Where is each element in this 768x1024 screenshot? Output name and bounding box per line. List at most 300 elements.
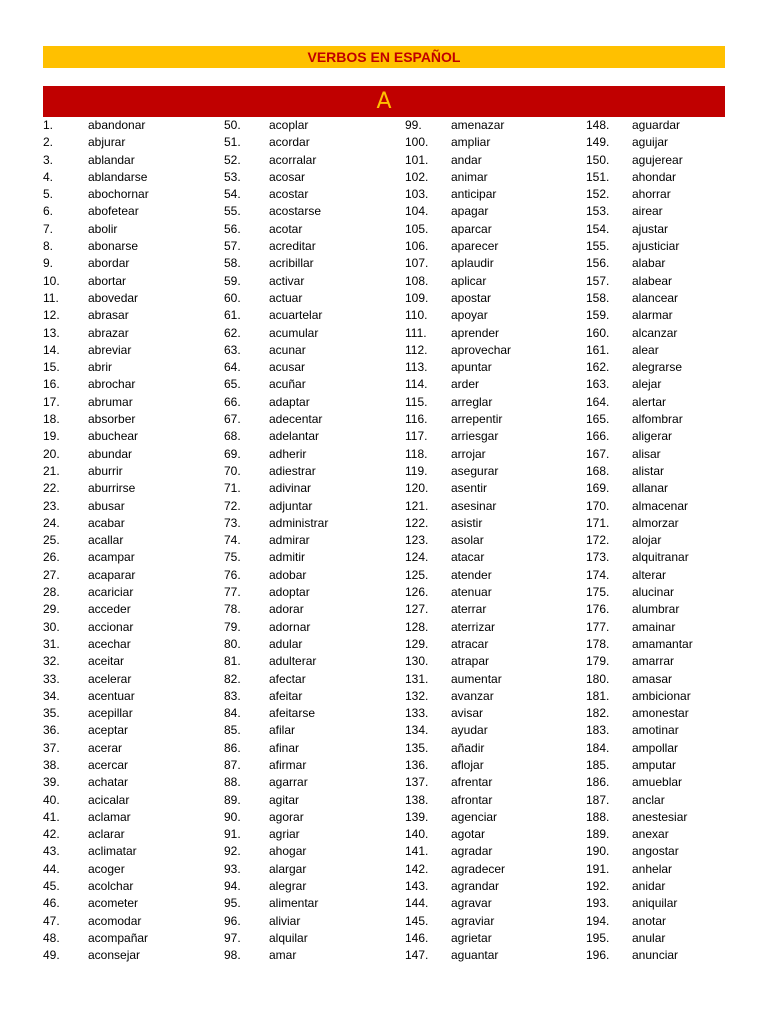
verb-text: almorzar bbox=[632, 515, 679, 530]
verb-number: 177. bbox=[586, 619, 610, 634]
verb-text: acoger bbox=[88, 861, 125, 876]
verb-text: atender bbox=[451, 567, 492, 582]
verb-text: alojar bbox=[632, 533, 662, 548]
verb-number: 86. bbox=[224, 740, 241, 755]
verb-row bbox=[405, 290, 585, 307]
verb-text: acometer bbox=[88, 896, 139, 911]
verb-number: 132. bbox=[405, 688, 429, 703]
verb-number: 45. bbox=[43, 879, 60, 894]
verb-text: atenuar bbox=[451, 585, 492, 600]
verb-text: atacar bbox=[451, 550, 485, 565]
verb-row bbox=[586, 515, 725, 532]
verb-number: 128. bbox=[405, 619, 429, 634]
verb-row bbox=[586, 619, 725, 636]
verb-row bbox=[586, 446, 725, 463]
verb-number: 89. bbox=[224, 792, 241, 807]
verb-text: ahorrar bbox=[632, 187, 671, 202]
verb-number: 74. bbox=[224, 533, 241, 548]
verb-row bbox=[405, 221, 585, 238]
verb-text: abundar bbox=[88, 446, 133, 461]
verb-number: 5. bbox=[43, 187, 54, 202]
verb-row bbox=[224, 463, 404, 480]
verb-number: 34. bbox=[43, 688, 60, 703]
verb-number: 23. bbox=[43, 498, 60, 513]
verb-row bbox=[586, 653, 725, 670]
verb-text: anestesiar bbox=[632, 809, 688, 824]
verb-number: 80. bbox=[224, 636, 241, 651]
verb-number: 186. bbox=[586, 775, 610, 790]
verb-row bbox=[586, 895, 725, 912]
verb-number: 91. bbox=[224, 827, 241, 842]
verb-text: aprovechar bbox=[451, 342, 512, 357]
verb-text: acerar bbox=[88, 740, 123, 755]
verb-row bbox=[405, 601, 585, 618]
verb-text: aburrirse bbox=[88, 481, 136, 496]
verb-number: 65. bbox=[224, 377, 241, 392]
verb-number: 190. bbox=[586, 844, 610, 859]
verb-number: 68. bbox=[224, 429, 241, 444]
verb-row bbox=[224, 601, 404, 618]
verb-number: 60. bbox=[224, 290, 241, 305]
verb-text: acallar bbox=[88, 533, 124, 548]
verb-text: anclar bbox=[632, 792, 665, 807]
verb-text: alabar bbox=[632, 256, 666, 271]
verb-row bbox=[224, 619, 404, 636]
verb-text: alear bbox=[632, 342, 659, 357]
verb-number: 119. bbox=[405, 463, 428, 478]
verb-text: atrapar bbox=[451, 654, 490, 669]
verb-number: 39. bbox=[43, 775, 60, 790]
verb-text: adulterar bbox=[269, 654, 317, 669]
verb-row bbox=[224, 567, 404, 584]
verb-text: adoptar bbox=[269, 585, 310, 600]
verb-row bbox=[224, 203, 404, 220]
verb-row bbox=[586, 532, 725, 549]
verb-number: 164. bbox=[586, 394, 610, 409]
verb-row bbox=[586, 671, 725, 688]
verb-number: 172. bbox=[586, 533, 610, 548]
verb-row bbox=[586, 584, 725, 601]
verb-text: asentir bbox=[451, 481, 488, 496]
verb-number: 168. bbox=[586, 463, 610, 478]
verb-number: 73. bbox=[224, 515, 241, 530]
verb-text: angostar bbox=[632, 844, 679, 859]
verb-number: 53. bbox=[224, 169, 241, 184]
verb-row bbox=[224, 186, 404, 203]
verb-row bbox=[405, 792, 585, 809]
verb-text: abochornar bbox=[88, 187, 149, 202]
verb-row bbox=[405, 480, 585, 497]
verb-text: acampar bbox=[88, 550, 135, 565]
verb-text: acotar bbox=[269, 221, 303, 236]
verb-number: 20. bbox=[43, 446, 60, 461]
verb-row bbox=[224, 221, 404, 238]
verb-text: aprender bbox=[451, 325, 500, 340]
verb-number: 57. bbox=[224, 239, 241, 254]
verb-row bbox=[405, 774, 585, 791]
verb-text: adiestrar bbox=[269, 463, 316, 478]
verb-text: amotinar bbox=[632, 723, 679, 738]
verb-row bbox=[43, 913, 223, 930]
verb-number: 110. bbox=[405, 308, 428, 323]
verb-text: aceptar bbox=[88, 723, 129, 738]
verb-number: 84. bbox=[224, 706, 241, 721]
verb-number: 41. bbox=[43, 809, 60, 824]
verb-row bbox=[43, 203, 223, 220]
verb-row bbox=[43, 532, 223, 549]
verb-row bbox=[224, 394, 404, 411]
verb-text: administrar bbox=[269, 515, 329, 530]
verb-text: allanar bbox=[632, 481, 669, 496]
verb-row bbox=[43, 740, 223, 757]
verb-text: agravar bbox=[451, 896, 492, 911]
verb-text: acosar bbox=[269, 169, 306, 184]
verb-row bbox=[586, 342, 725, 359]
verb-row bbox=[586, 480, 725, 497]
verb-row bbox=[224, 913, 404, 930]
verb-text: anexar bbox=[632, 827, 669, 842]
verb-number: 47. bbox=[43, 913, 60, 928]
verb-text: acelerar bbox=[88, 671, 132, 686]
verb-row bbox=[586, 722, 725, 739]
verb-text: avisar bbox=[451, 706, 484, 721]
verb-text: agotar bbox=[451, 827, 486, 842]
verb-row bbox=[586, 203, 725, 220]
verb-row bbox=[224, 532, 404, 549]
verb-text: abofetear bbox=[88, 204, 139, 219]
verb-number: 4. bbox=[43, 169, 54, 184]
verb-number: 107. bbox=[405, 256, 429, 271]
verb-number: 90. bbox=[224, 809, 241, 824]
verb-number: 155. bbox=[586, 239, 610, 254]
verb-number: 11. bbox=[43, 290, 59, 305]
verb-number: 121. bbox=[405, 498, 429, 513]
verb-text: aterrizar bbox=[451, 619, 496, 634]
verb-number: 143. bbox=[405, 879, 429, 894]
verb-row bbox=[224, 774, 404, 791]
verb-number: 40. bbox=[43, 792, 60, 807]
verb-row bbox=[224, 117, 404, 134]
verb-number: 182. bbox=[586, 706, 610, 721]
verb-number: 123. bbox=[405, 533, 429, 548]
verb-number: 92. bbox=[224, 844, 241, 859]
verb-row bbox=[586, 117, 725, 134]
verb-row bbox=[43, 238, 223, 255]
verb-number: 24. bbox=[43, 515, 60, 530]
verb-number: 99. bbox=[405, 118, 422, 132]
verb-row bbox=[586, 221, 725, 238]
verb-number: 166. bbox=[586, 429, 610, 444]
verb-row bbox=[224, 342, 404, 359]
verb-row bbox=[224, 671, 404, 688]
verb-number: 189. bbox=[586, 827, 610, 842]
verb-number: 31. bbox=[43, 636, 60, 651]
verb-text: abolir bbox=[88, 221, 118, 236]
verb-text: amasar bbox=[632, 671, 673, 686]
verb-text: acomodar bbox=[88, 913, 142, 928]
verb-text: agenciar bbox=[451, 809, 498, 824]
verb-number: 173. bbox=[586, 550, 610, 565]
verb-row bbox=[43, 601, 223, 618]
verb-number: 62. bbox=[224, 325, 241, 340]
verb-number: 191. bbox=[586, 861, 610, 876]
verb-text: aburrir bbox=[88, 463, 123, 478]
verb-number: 13. bbox=[43, 325, 60, 340]
verb-text: agitar bbox=[269, 792, 300, 807]
verb-text: afeitarse bbox=[269, 706, 316, 721]
verb-row bbox=[586, 705, 725, 722]
verb-row bbox=[405, 134, 585, 151]
verb-row bbox=[586, 636, 725, 653]
verb-row bbox=[586, 238, 725, 255]
verb-row bbox=[224, 688, 404, 705]
verb-text: acunar bbox=[269, 342, 306, 357]
verb-number: 109. bbox=[405, 290, 429, 305]
verb-row bbox=[43, 826, 223, 843]
verb-row bbox=[224, 740, 404, 757]
verb-row bbox=[586, 290, 725, 307]
verb-text: asistir bbox=[451, 515, 483, 530]
verb-number: 79. bbox=[224, 619, 241, 634]
verb-text: avanzar bbox=[451, 688, 494, 703]
verb-text: asesinar bbox=[451, 498, 497, 513]
verb-number: 1. bbox=[43, 118, 54, 132]
verb-text: aplaudir bbox=[451, 256, 494, 271]
verb-row bbox=[405, 532, 585, 549]
verb-number: 179. bbox=[586, 654, 610, 669]
verb-row bbox=[586, 359, 725, 376]
verb-number: 117. bbox=[405, 429, 428, 444]
verb-text: alancear bbox=[632, 290, 679, 305]
verb-text: afectar bbox=[269, 671, 306, 686]
verb-number: 14. bbox=[43, 342, 60, 357]
verb-text: ajusticiar bbox=[632, 239, 680, 254]
verb-text: adobar bbox=[269, 567, 307, 582]
verb-row bbox=[405, 809, 585, 826]
verb-text: acusar bbox=[269, 360, 306, 375]
verb-text: adelantar bbox=[269, 429, 320, 444]
verb-text: acompañar bbox=[88, 930, 149, 945]
verb-number: 194. bbox=[586, 913, 610, 928]
verb-text: anunciar bbox=[632, 948, 679, 963]
verb-text: aflojar bbox=[451, 757, 484, 772]
verb-text: arrojar bbox=[451, 446, 486, 461]
verb-row bbox=[224, 809, 404, 826]
verb-number: 28. bbox=[43, 585, 60, 600]
verb-text: alisar bbox=[632, 446, 661, 461]
verb-text: agraviar bbox=[451, 913, 495, 928]
verb-text: airear bbox=[632, 204, 663, 219]
verb-number: 59. bbox=[224, 273, 241, 288]
verb-number: 43. bbox=[43, 844, 60, 859]
verb-row bbox=[224, 273, 404, 290]
verb-text: arrepentir bbox=[451, 412, 503, 427]
verb-number: 70. bbox=[224, 463, 241, 478]
verb-text: alejar bbox=[632, 377, 662, 392]
verb-number: 85. bbox=[224, 723, 241, 738]
verb-number: 19. bbox=[43, 429, 60, 444]
verb-number: 76. bbox=[224, 567, 241, 582]
verb-text: adherir bbox=[269, 446, 307, 461]
verb-row bbox=[586, 307, 725, 324]
verb-text: acorralar bbox=[269, 152, 317, 167]
verb-text: aumentar bbox=[451, 671, 502, 686]
verb-text: abusar bbox=[88, 498, 125, 513]
verb-number: 137. bbox=[405, 775, 429, 790]
verb-text: acuñar bbox=[269, 377, 306, 392]
verb-text: aguardar bbox=[632, 118, 681, 132]
page-title: VERBOS EN ESPAÑOL bbox=[43, 46, 725, 68]
verb-number: 188. bbox=[586, 809, 610, 824]
verb-row bbox=[405, 688, 585, 705]
verb-row bbox=[43, 757, 223, 774]
verb-row bbox=[43, 549, 223, 566]
verb-row bbox=[43, 152, 223, 169]
verb-number: 46. bbox=[43, 896, 60, 911]
verb-text: alterar bbox=[632, 567, 667, 582]
verb-text: amainar bbox=[632, 619, 676, 634]
verb-number: 148. bbox=[586, 118, 610, 132]
verb-text: abrochar bbox=[88, 377, 136, 392]
verb-number: 116. bbox=[405, 412, 428, 427]
verb-number: 141. bbox=[405, 844, 429, 859]
verb-text: agujerear bbox=[632, 152, 683, 167]
verb-row bbox=[43, 584, 223, 601]
verb-number: 51. bbox=[224, 135, 241, 150]
verb-row bbox=[586, 601, 725, 618]
verb-text: apuntar bbox=[451, 360, 492, 375]
verb-text: amenazar bbox=[451, 118, 505, 132]
verb-row bbox=[224, 722, 404, 739]
verb-row bbox=[405, 342, 585, 359]
verb-text: adecentar bbox=[269, 412, 323, 427]
verb-text: alimentar bbox=[269, 896, 319, 911]
verb-row bbox=[586, 913, 725, 930]
verb-row bbox=[586, 826, 725, 843]
verb-text: amarrar bbox=[632, 654, 675, 669]
verb-text: aconsejar bbox=[88, 948, 141, 963]
verb-number: 120. bbox=[405, 481, 429, 496]
verb-number: 111. bbox=[405, 325, 427, 340]
verb-text: anticipar bbox=[451, 187, 497, 202]
verb-number: 71. bbox=[224, 481, 241, 496]
verb-number: 174. bbox=[586, 567, 610, 582]
verb-text: acaparar bbox=[88, 567, 136, 582]
verb-row bbox=[586, 757, 725, 774]
verb-column-4 bbox=[586, 117, 725, 965]
verb-text: acreditar bbox=[269, 239, 316, 254]
verb-number: 56. bbox=[224, 221, 241, 236]
verb-text: ampollar bbox=[632, 740, 679, 755]
verb-text: alfombrar bbox=[632, 412, 683, 427]
verb-text: ahogar bbox=[269, 844, 307, 859]
verb-row bbox=[586, 878, 725, 895]
verb-number: 118. bbox=[405, 446, 428, 461]
verb-number: 183. bbox=[586, 723, 610, 738]
verb-text: aguantar bbox=[451, 948, 499, 963]
verb-text: ahondar bbox=[632, 169, 677, 184]
verb-number: 72. bbox=[224, 498, 241, 513]
verb-row bbox=[224, 930, 404, 947]
verb-number: 139. bbox=[405, 809, 429, 824]
verb-row bbox=[224, 376, 404, 393]
verb-row bbox=[224, 584, 404, 601]
verb-row bbox=[586, 169, 725, 186]
verb-number: 125. bbox=[405, 567, 429, 582]
verb-row bbox=[405, 325, 585, 342]
verb-row bbox=[224, 653, 404, 670]
verb-row bbox=[405, 895, 585, 912]
verb-number: 170. bbox=[586, 498, 610, 513]
verb-text: acicalar bbox=[88, 792, 130, 807]
verb-row bbox=[43, 947, 223, 964]
verb-number: 184. bbox=[586, 740, 610, 755]
verb-number: 55. bbox=[224, 204, 241, 219]
verb-number: 151. bbox=[586, 169, 610, 184]
verb-row bbox=[586, 947, 725, 964]
verb-text: apostar bbox=[451, 290, 492, 305]
verb-number: 156. bbox=[586, 256, 610, 271]
verb-text: afeitar bbox=[269, 688, 303, 703]
verb-row bbox=[586, 394, 725, 411]
verb-number: 87. bbox=[224, 757, 241, 772]
verb-text: aliviar bbox=[269, 913, 301, 928]
verb-number: 38. bbox=[43, 757, 60, 772]
verb-text: anhelar bbox=[632, 861, 673, 876]
verb-text: abortar bbox=[88, 273, 127, 288]
verb-row bbox=[405, 757, 585, 774]
verb-number: 21. bbox=[43, 463, 60, 478]
verb-row bbox=[43, 117, 223, 134]
verb-number: 12. bbox=[43, 308, 60, 323]
verb-number: 175. bbox=[586, 585, 610, 600]
verb-number: 192. bbox=[586, 879, 610, 894]
verb-row bbox=[43, 705, 223, 722]
verb-row bbox=[43, 394, 223, 411]
verb-row bbox=[43, 878, 223, 895]
verb-text: alegrar bbox=[269, 879, 307, 894]
verb-text: acariciar bbox=[88, 585, 134, 600]
verb-number: 153. bbox=[586, 204, 610, 219]
verb-text: alarmar bbox=[632, 308, 673, 323]
verb-text: alegrarse bbox=[632, 360, 683, 375]
verb-column-2 bbox=[224, 117, 404, 965]
verb-row bbox=[586, 411, 725, 428]
verb-row bbox=[43, 186, 223, 203]
verb-row bbox=[43, 255, 223, 272]
verb-text: alquitranar bbox=[632, 550, 689, 565]
verb-number: 131. bbox=[405, 671, 429, 686]
verb-text: anular bbox=[632, 930, 666, 945]
verb-number: 81. bbox=[224, 654, 241, 669]
verb-number: 165. bbox=[586, 412, 610, 427]
verb-number: 147. bbox=[405, 948, 429, 963]
verb-number: 26. bbox=[43, 550, 60, 565]
verb-row bbox=[224, 290, 404, 307]
verb-text: acoplar bbox=[269, 118, 309, 132]
verb-number: 35. bbox=[43, 706, 60, 721]
verb-row bbox=[224, 428, 404, 445]
verb-number: 180. bbox=[586, 671, 610, 686]
verb-text: afilar bbox=[269, 723, 296, 738]
verb-number: 69. bbox=[224, 446, 241, 461]
verb-text: abjurar bbox=[88, 135, 126, 150]
verb-number: 140. bbox=[405, 827, 429, 842]
verb-row bbox=[224, 947, 404, 964]
verb-number: 75. bbox=[224, 550, 241, 565]
verb-row bbox=[43, 307, 223, 324]
verb-row bbox=[224, 480, 404, 497]
